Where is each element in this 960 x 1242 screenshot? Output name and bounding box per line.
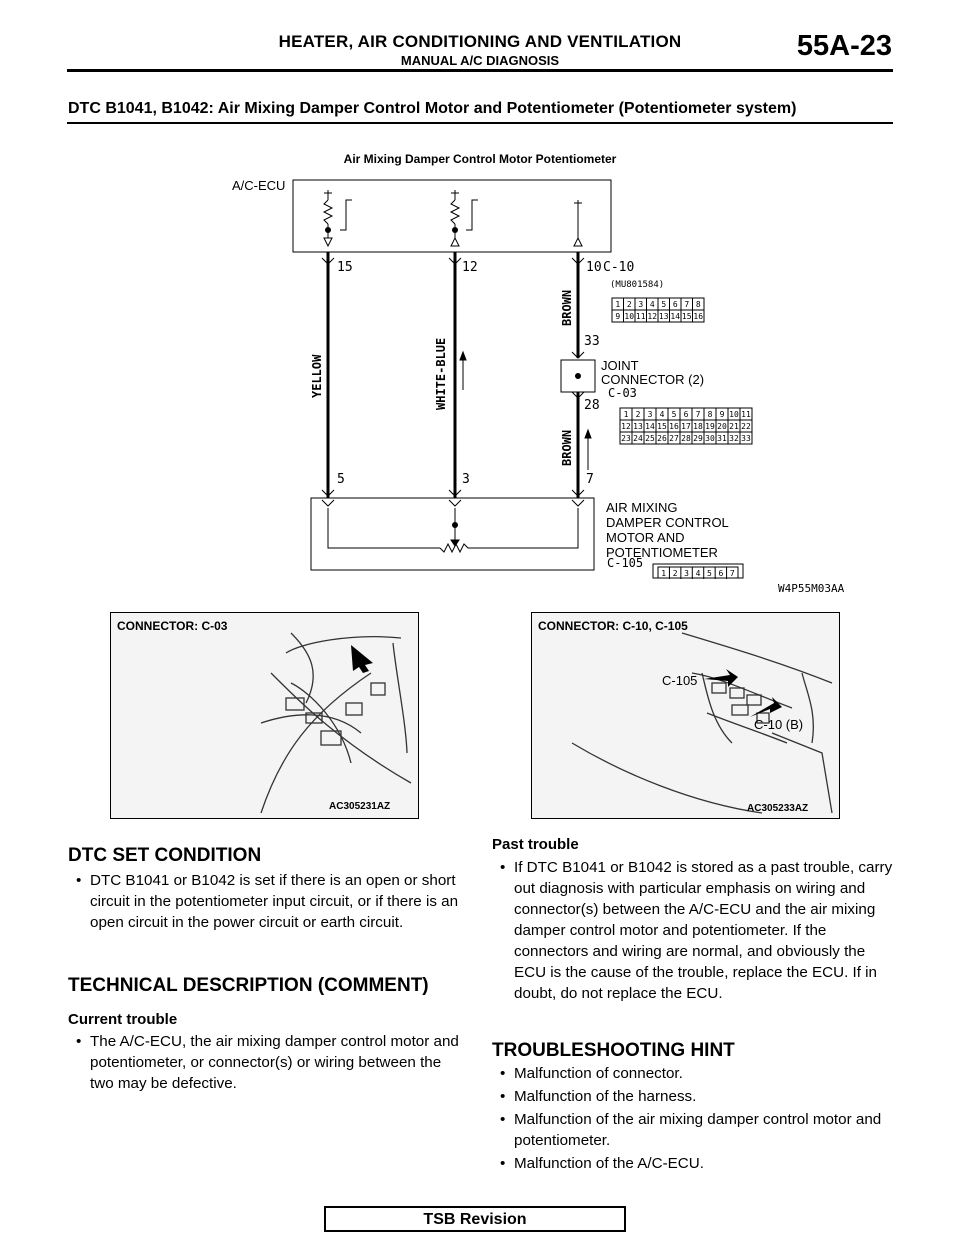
joint-connector-label: C-03	[608, 386, 637, 400]
pin-number: 26	[657, 434, 667, 443]
pin-number: 31	[717, 434, 727, 443]
pin-number: 27	[669, 434, 679, 443]
pin-number: 4	[695, 569, 701, 578]
pin-number: 3	[638, 300, 644, 309]
pin-number: 8	[707, 410, 713, 419]
diagram-code: W4P55M03AA	[778, 582, 845, 595]
list-item: • Malfunction of the air mixing damper control motor and potentiometer.	[492, 1109, 897, 1151]
photo-c03-illustration	[111, 613, 418, 818]
pin-number: 1	[623, 410, 629, 419]
pin-number: 25	[645, 434, 655, 443]
joint-pin-33: 33	[584, 334, 600, 349]
list-item: • DTC B1041 or B1042 is set if there is an open or short circuit in the potentiometer input circuit, or if there is an open circuit in the power circuit or earth circuit.	[68, 870, 468, 933]
wiring-diagram	[0, 0, 960, 600]
motor-label: AIR MIXING DAMPER CONTROL MOTOR AND POTENTIOMETER	[606, 500, 729, 560]
past-trouble-heading: Past trouble	[492, 836, 579, 853]
pin-number: 15	[681, 312, 692, 321]
photo-c10-label: CONNECTOR: C-10, C-105	[538, 619, 688, 633]
dtc-title: DTC B1041, B1042: Air Mixing Damper Control Motor and Potentiometer (Potentiometer system)	[68, 100, 797, 117]
list-item: • Malfunction of the A/C-ECU.	[492, 1153, 897, 1174]
technical-heading: TECHNICAL DESCRIPTION (COMMENT)	[68, 975, 429, 996]
motor-pin-5: 5	[337, 472, 345, 487]
pin-number: 10	[729, 410, 739, 419]
joint-label-1: JOINT	[601, 358, 639, 373]
photo-c03-label: CONNECTOR: C-03	[117, 619, 228, 633]
connector-c10-grid	[612, 298, 704, 322]
wire-label-brown-lower: BROWN	[560, 429, 574, 466]
pin-number: 20	[717, 422, 727, 431]
ecu-part-number: (MU801584)	[610, 280, 665, 290]
wire-label-yellow: YELLOW	[310, 354, 324, 398]
pin-number: 2	[635, 410, 641, 419]
motor-pin-7: 7	[586, 472, 594, 487]
pin-number: 9	[719, 410, 725, 419]
diagram-caption: Air Mixing Damper Control Motor Potentiometer	[343, 152, 617, 166]
pin-number: 3	[684, 569, 689, 578]
connector-c03-grid	[620, 408, 752, 444]
wire-label-brown-upper: BROWN	[560, 289, 574, 326]
photo-callout-c105: C-105	[662, 673, 698, 688]
ecu-label: A/C-ECU	[232, 178, 286, 193]
pin-number: 5	[661, 300, 667, 309]
pin-number: 3	[647, 410, 653, 419]
pin-number: 13	[658, 312, 669, 321]
page-number: 55A-23	[796, 30, 892, 62]
header-subtitle: MANUAL A/C DIAGNOSIS	[400, 53, 560, 68]
hint-heading: TROUBLESHOOTING HINT	[492, 1040, 735, 1061]
ecu-resistor-1	[324, 190, 352, 246]
pin-number: 12	[647, 312, 658, 321]
pin-number: 19	[705, 422, 715, 431]
pin-number: 9	[615, 312, 621, 321]
pin-number: 7	[729, 569, 735, 578]
photo-c10-illustration	[532, 613, 839, 818]
pin-number: 5	[707, 569, 712, 578]
pin-number: 4	[659, 410, 665, 419]
pin-number: 14	[670, 312, 681, 321]
list-item: • The A/C-ECU, the air mixing damper control motor and potentiometer, or connector(s) or wiring between the two may be defective.	[68, 1031, 468, 1094]
pin-number: 11	[635, 312, 646, 321]
ecu-resistor-2	[451, 190, 478, 246]
pin-number: 1	[615, 300, 621, 309]
pin-number: 16	[669, 422, 679, 431]
pin-number: 15	[657, 422, 667, 431]
ecu-connector-label: C-10	[603, 260, 635, 275]
pin-number: 6	[718, 569, 724, 578]
ecu-pin-15: 15	[337, 260, 353, 275]
pin-number: 32	[729, 434, 739, 443]
list-item: • Malfunction of connector.	[492, 1063, 897, 1084]
pin-number: 2	[672, 569, 678, 578]
pin-number: 28	[681, 434, 691, 443]
pin-number: 23	[621, 434, 631, 443]
pin-number: 24	[633, 434, 643, 443]
joint-pin-28: 28	[584, 398, 600, 413]
pin-number: 2	[626, 300, 632, 309]
pin-number: 33	[741, 434, 751, 443]
pin-number: 11	[741, 410, 751, 419]
ecu-ground-symbol	[574, 200, 582, 246]
pin-number: 7	[684, 300, 690, 309]
pin-number: 5	[671, 410, 677, 419]
connector-c105-grid	[653, 564, 743, 579]
photo-callout-c10b: C-10 (B)	[754, 717, 804, 732]
pin-number: 6	[672, 300, 678, 309]
pin-number: 8	[695, 300, 701, 309]
motor-pin-3: 3	[462, 472, 470, 487]
pin-number: 4	[649, 300, 655, 309]
set-condition-list	[68, 870, 468, 935]
pin-number: 22	[741, 422, 751, 431]
pin-number: 21	[729, 422, 739, 431]
pin-number: 6	[683, 410, 689, 419]
joint-label-2: CONNECTOR (2)	[601, 372, 705, 387]
current-trouble-heading: Current trouble	[68, 1011, 178, 1028]
photo-c03-code: AC305231AZ	[329, 801, 391, 812]
pin-number: 17	[681, 422, 691, 431]
motor-connector-label: C-105	[607, 556, 644, 570]
ecu-pin-12: 12	[462, 260, 478, 275]
list-item: • If DTC B1041 or B1042 is stored as a past trouble, carry out diagnosis with particular emphasis on wiring and connector(s) between the A/C-ECU and the air mixing damper control motor and potentiometer. If the connectors and wiring are normal, and obviously the ECU is the cause of the trouble, replace the ECU. If in doubt, do not replace the ECU.	[492, 857, 897, 1004]
current-trouble-list	[68, 1031, 468, 1096]
photo-c10-code: AC305233AZ	[747, 803, 809, 814]
ecu-box	[293, 180, 611, 252]
wire-label-white-blue: WHITE-BLUE	[434, 337, 448, 410]
pin-number: 30	[705, 434, 715, 443]
past-trouble-list	[492, 857, 897, 1006]
ecu-pin-10: 10	[586, 260, 602, 275]
pin-number: 18	[693, 422, 703, 431]
pin-number: 29	[693, 434, 703, 443]
pin-number: 16	[693, 312, 704, 321]
set-condition-heading: DTC SET CONDITION	[68, 845, 262, 866]
pin-number: 12	[621, 422, 631, 431]
list-item: • Malfunction of the harness.	[492, 1086, 897, 1107]
pin-number: 1	[661, 569, 667, 578]
pin-number: 13	[633, 422, 643, 431]
header-title: HEATER, AIR CONDITIONING AND VENTILATION	[278, 32, 682, 51]
hint-list	[492, 1063, 897, 1176]
photo-connector-c03	[110, 612, 419, 819]
motor-box	[311, 498, 594, 570]
pin-number: 7	[695, 410, 701, 419]
pin-number: 14	[645, 422, 655, 431]
tsb-revision-label: TSB Revision	[324, 1206, 626, 1232]
photo-connector-c10-c105	[531, 612, 840, 819]
pin-number: 10	[624, 312, 635, 321]
